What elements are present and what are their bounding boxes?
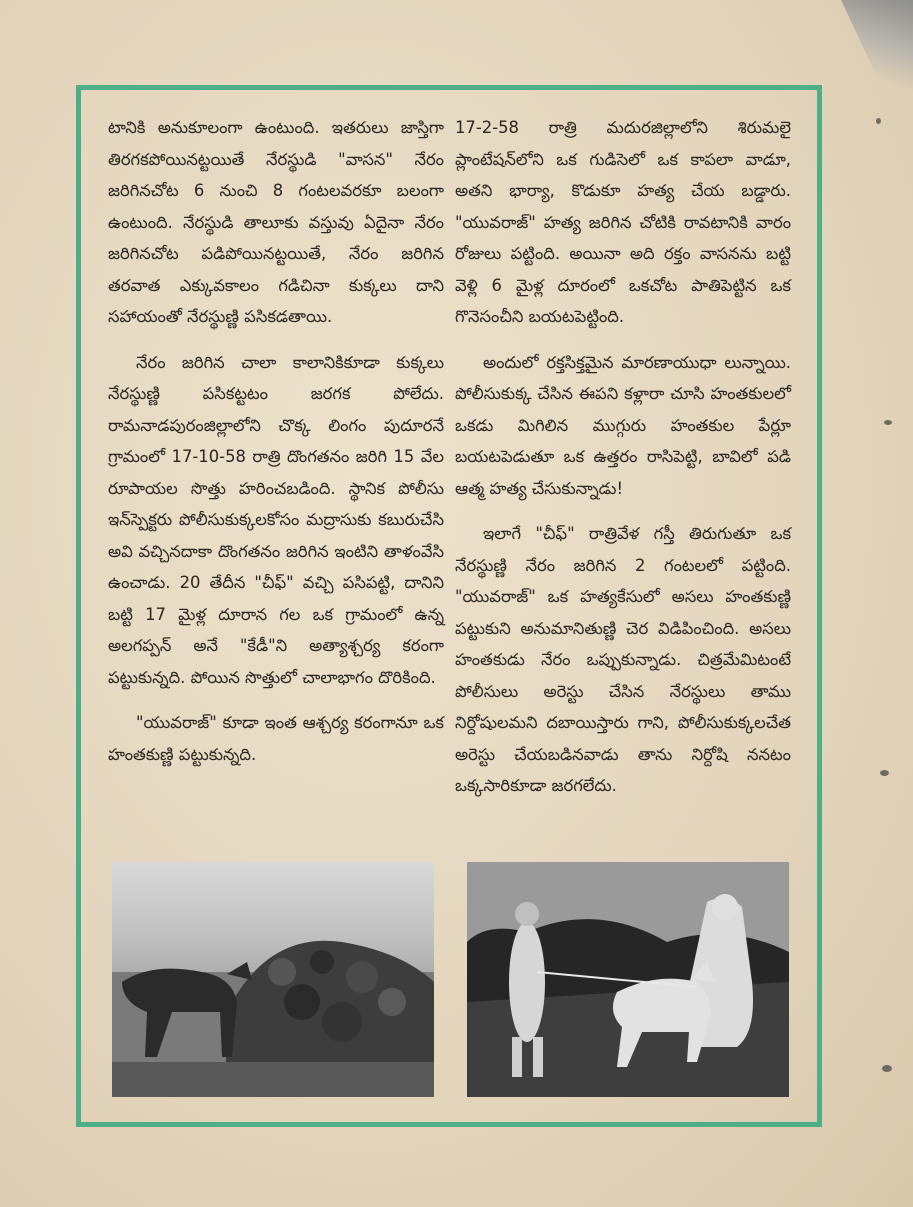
paper-speck	[884, 420, 892, 425]
paper-speck	[882, 1065, 892, 1072]
right-paragraph-1: 17-2-58 రాత్రి మదురజిల్లాలోని శిరుమలై ప్లాంటేషన్‌లోని ఒక గుడిసెలో ఒక కాపలా వాడూ, అతని భార్యా, కొడుకూ హత్య చేయ బడ్డారు. "యువరాజ్" హత్య జరిగిన చోటికి రావటానికి వారం రోజులు పట్టింది. అయినా అది రక్తం వాసనను బట్టి వెళ్లి 6 మైళ్ల దూరంలో ఒకచోట పాతిపెట్టిన ఒక గొనెసంచీని బయటపెట్టింది.	[455, 118, 791, 326]
photo-police-dog-with-handlers	[467, 862, 789, 1097]
torn-page-corner	[823, 0, 913, 120]
photo-dog-sniffing-rubble	[112, 862, 434, 1097]
left-text-column	[108, 112, 444, 784]
right-paragraph-2: అందులో రక్తసిక్తమైన మారణాయుధా లున్నాయి. పోలీసుకుక్క చేసిన ఈపని కళ్లారా చూసి హంతకులలో ఒకడు మిగిలిన ముగ్గురు హంతకుల పేర్లూ బయటపెడుతూ ఒక ఉత్తరం రాసిపెట్టి, బావిలో పడి ఆత్మ హత్య చేసుకున్నాడు!	[455, 352, 791, 498]
right-text-column	[455, 112, 791, 816]
photo-police-dog-with-handlers-image	[467, 862, 789, 1097]
right-paragraph-3: ఇలాగే "చీఫ్" రాత్రివేళ గస్తీ తిరుగుతూ ఒక నేరస్థుణ్ణి నేరం జరిగిన 2 గంటలలో పట్టింది. "యువరాజ్" ఒక హత్యకేసులో అసలు హంతకుణ్ణి పట్టుకుని అనుమానితుణ్ణి చెర విడిపించింది. అసలు హంతకుడు నేరం ఒప్పుకున్నాడు. చిత్రమేమిటంటే పోలీసులు అరెస్టు చేసిన నేరస్థులు తాము నిర్దోషులమని దబాయిస్తారు గాని, పోలీసుకుక్కలచేత అరెస్టు చేయబడినవాడు తాను నిర్దోషి ననటం ఒక్కసారికూడా జరగలేదు.	[455, 524, 791, 795]
paper-speck	[880, 770, 889, 776]
left-paragraph-2: నేరం జరిగిన చాలా కాలానికికూడా కుక్కలు నేరస్థుణ్ణి పసికట్టటం జరగక పోలేదు. రామనాడపురంజిల్లాలోని చొక్క లింగం పుదూరనే గ్రామంలో 17-10-58 రాత్రి దొంగతనం జరిగి 15 వేల రూపాయల సొత్తు హరించబడింది. స్థానిక పోలీసు ఇన్‌స్పెక్టరు పోలీసుకుక్కలకోసం మద్రాసుకు కబురుచేసి అవి వచ్చినదాకా దొంగతనం జరిగిన ఇంటిని తాళంవేసి ఉంచాడు. 20 తేదీన "చీఫ్" వచ్చి పసిపట్టి, దానిని బట్టి 17 మైళ్ల దూరాన గల ఒక గ్రామంలో ఉన్న అలగప్పన్ అనే "కేడీ"ని అత్యాశ్చర్య కరంగా పట్టుకున్నది. పోయిన సొత్తులో చాలాభాగం దొరికింది.	[108, 352, 444, 687]
paper-speck	[876, 118, 881, 124]
photo-dog-sniffing-rubble-image	[112, 862, 434, 1097]
left-paragraph-1: టానికి అనుకూలంగా ఉంటుంది. ఇతరులు జాస్తిగా తిరగకపోయినట్టయితే నేరస్థుడి "వాసన" నేరం జరిగినచోట 6 నుంచి 8 గంటలవరకూ బలంగా ఉంటుంది. నేరస్థుడి తాలూకు వస్తువు ఏదైనా నేరం జరిగినచోట పడిపోయినట్టయితే, నేరం జరిగిన తరవాత ఎక్కువకాలం గడిచినా కుక్కలు దాని సహాయంతో నేరస్థుణ్ణి పసికడతాయి.	[108, 118, 444, 326]
left-paragraph-3: "యువరాజ్" కూడా ఇంత ఆశ్చర్య కరంగానూ ఒక హంతకుణ్ణి పట్టుకున్నది.	[108, 713, 444, 764]
